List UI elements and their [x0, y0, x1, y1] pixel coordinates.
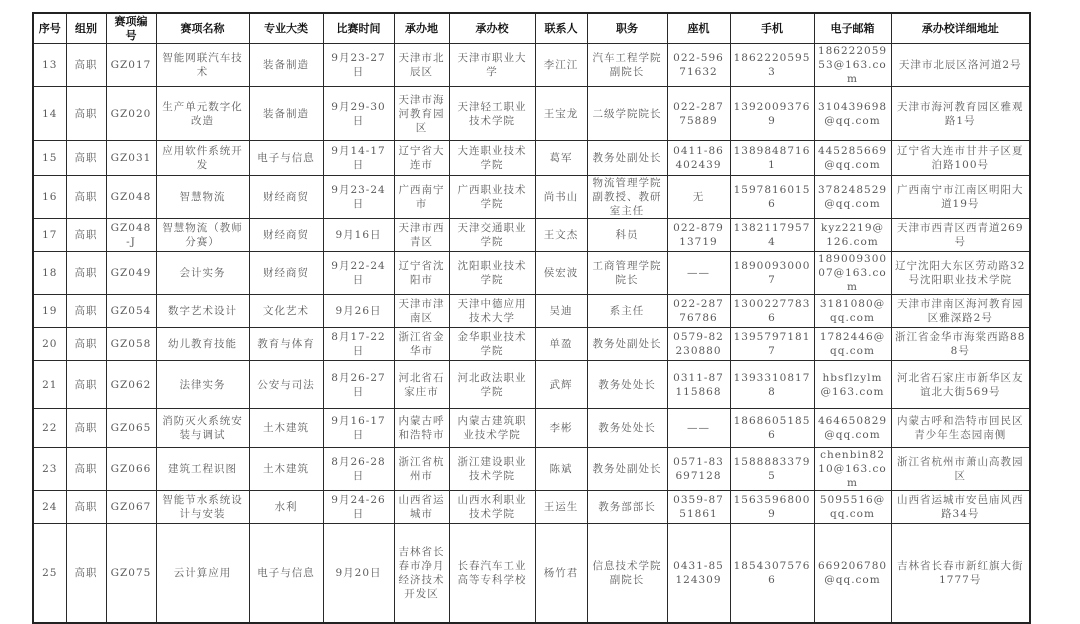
cell-time: 9月26日 [323, 295, 394, 328]
cell-mobile: 13898487161 [730, 141, 814, 176]
cell-no: 25 [33, 524, 66, 623]
cell-title: 工商管理学院院长 [587, 252, 667, 295]
table-row [33, 448, 1030, 491]
cell-code: GZ054 [106, 295, 156, 328]
cell-email: 18622205953@163.com [814, 44, 891, 87]
cell-contact: 武辉 [535, 361, 587, 409]
cell-group: 高职 [66, 219, 106, 252]
header-cell: 职务 [587, 13, 667, 44]
cell-landline: 022-59671632 [667, 44, 730, 87]
cell-mobile: 18686051856 [730, 409, 814, 448]
cell-category: 财经商贸 [249, 219, 323, 252]
cell-category: 电子与信息 [249, 141, 323, 176]
cell-category: 水利 [249, 491, 323, 524]
cell-school: 长春汽车工业高等专科学校 [449, 524, 535, 623]
cell-contact: 陈斌 [535, 448, 587, 491]
cell-place: 辽宁省沈阳市 [394, 252, 449, 295]
cell-address: 天津市津南区海河教育园区雅深路2号 [891, 295, 1030, 328]
cell-name: 智能网联汽车技术 [156, 44, 249, 87]
cell-email: hbsflzylm@163.com [814, 361, 891, 409]
cell-address: 浙江省金华市海棠西路888号 [891, 328, 1030, 361]
cell-mobile: 15888833795 [730, 448, 814, 491]
cell-place: 天津市海河教育园区 [394, 87, 449, 141]
cell-address: 山西省运城市安邑庙风西路34号 [891, 491, 1030, 524]
cell-email: 445285669@qq.com [814, 141, 891, 176]
cell-title: 教务处处长 [587, 409, 667, 448]
cell-no: 23 [33, 448, 66, 491]
cell-school: 沈阳职业技术学院 [449, 252, 535, 295]
header-row [33, 13, 1030, 44]
cell-code: GZ049 [106, 252, 156, 295]
cell-no: 15 [33, 141, 66, 176]
cell-category: 财经商贸 [249, 252, 323, 295]
cell-contact: 王宝龙 [535, 87, 587, 141]
cell-address: 天津市西青区西青道269号 [891, 219, 1030, 252]
cell-category: 公安与司法 [249, 361, 323, 409]
cell-school: 天津市职业大学 [449, 44, 535, 87]
cell-title: 物流管理学院副教授、教研室主任 [587, 176, 667, 219]
cell-place: 辽宁省大连市 [394, 141, 449, 176]
cell-contact: 李彬 [535, 409, 587, 448]
cell-mobile: 13957971817 [730, 328, 814, 361]
cell-contact: 尚书山 [535, 176, 587, 219]
cell-name: 智慧物流 [156, 176, 249, 219]
cell-mobile: 15635968009 [730, 491, 814, 524]
cell-address: 天津市海河教育园区雅观路1号 [891, 87, 1030, 141]
cell-no: 16 [33, 176, 66, 219]
cell-mobile: 18622205953 [730, 44, 814, 87]
cell-group: 高职 [66, 448, 106, 491]
cell-time: 9月23-27日 [323, 44, 394, 87]
cell-group: 高职 [66, 44, 106, 87]
cell-title: 科员 [587, 219, 667, 252]
table-row [33, 328, 1030, 361]
cell-title: 教务处副处长 [587, 448, 667, 491]
cell-mobile: 13821179574 [730, 219, 814, 252]
cell-school: 天津中德应用技术大学 [449, 295, 535, 328]
cell-school: 天津交通职业学院 [449, 219, 535, 252]
cell-name: 生产单元数字化改造 [156, 87, 249, 141]
header-cell: 联系人 [535, 13, 587, 44]
cell-address: 天津市北辰区洛河道2号 [891, 44, 1030, 87]
cell-address: 吉林省长春市新红旗大街1777号 [891, 524, 1030, 623]
cell-time: 9月29-30日 [323, 87, 394, 141]
cell-time: 9月16-17日 [323, 409, 394, 448]
cell-name: 消防灭火系统安装与调试 [156, 409, 249, 448]
cell-name: 会计实务 [156, 252, 249, 295]
cell-place: 山西省运城市 [394, 491, 449, 524]
cell-code: GZ058 [106, 328, 156, 361]
cell-group: 高职 [66, 252, 106, 295]
cell-time: 9月20日 [323, 524, 394, 623]
cell-address: 内蒙古呼和浩特市回民区青少年生态园南侧 [891, 409, 1030, 448]
cell-code: GZ075 [106, 524, 156, 623]
cell-address: 辽宁沈阳大东区劳动路32号沈阳职业技术学院 [891, 252, 1030, 295]
cell-time: 8月17-22日 [323, 328, 394, 361]
cell-no: 22 [33, 409, 66, 448]
cell-landline: 无 [667, 176, 730, 219]
cell-time: 9月22-24日 [323, 252, 394, 295]
cell-no: 18 [33, 252, 66, 295]
header-cell: 专业大类 [249, 13, 323, 44]
table-row [33, 219, 1030, 252]
cell-name: 应用软件系统开发 [156, 141, 249, 176]
cell-title: 二级学院院长 [587, 87, 667, 141]
cell-no: 19 [33, 295, 66, 328]
table-row [33, 252, 1030, 295]
table-row [33, 295, 1030, 328]
cell-mobile: 13920093769 [730, 87, 814, 141]
table-row [33, 87, 1030, 141]
header-cell: 电子邮箱 [814, 13, 891, 44]
table-row [33, 524, 1030, 623]
cell-no: 13 [33, 44, 66, 87]
table-row [33, 491, 1030, 524]
cell-contact: 吴迪 [535, 295, 587, 328]
header-cell: 赛项名称 [156, 13, 249, 44]
cell-no: 20 [33, 328, 66, 361]
cell-place: 内蒙古呼和浩特市 [394, 409, 449, 448]
header-cell: 比赛时间 [323, 13, 394, 44]
cell-place: 天津市北辰区 [394, 44, 449, 87]
cell-landline: —— [667, 252, 730, 295]
table-row [33, 361, 1030, 409]
table-row [33, 176, 1030, 219]
cell-title: 汽车工程学院副院长 [587, 44, 667, 87]
cell-mobile: 15978160156 [730, 176, 814, 219]
header-cell: 手机 [730, 13, 814, 44]
cell-category: 电子与信息 [249, 524, 323, 623]
cell-school: 山西水利职业技术学院 [449, 491, 535, 524]
cell-category: 土木建筑 [249, 448, 323, 491]
cell-email: 18900930007@163.com [814, 252, 891, 295]
cell-landline: 022-87913719 [667, 219, 730, 252]
cell-contact: 杨竹君 [535, 524, 587, 623]
header-cell: 座机 [667, 13, 730, 44]
cell-place: 天津市津南区 [394, 295, 449, 328]
cell-name: 数字艺术设计 [156, 295, 249, 328]
cell-group: 高职 [66, 87, 106, 141]
cell-landline: 0571-83697128 [667, 448, 730, 491]
competition-table [32, 12, 1031, 624]
cell-title: 信息技术学院副院长 [587, 524, 667, 623]
table-row [33, 44, 1030, 87]
header-cell: 承办校详细地址 [891, 13, 1030, 44]
cell-code: GZ065 [106, 409, 156, 448]
cell-place: 吉林省长春市净月经济技术开发区 [394, 524, 449, 623]
cell-contact: 李江江 [535, 44, 587, 87]
cell-email: 464650829@qq.com [814, 409, 891, 448]
cell-title: 教务处副处长 [587, 141, 667, 176]
header-cell: 承办校 [449, 13, 535, 44]
cell-school: 浙江建设职业技术学院 [449, 448, 535, 491]
cell-group: 高职 [66, 328, 106, 361]
cell-name: 智慧物流（教师分赛） [156, 219, 249, 252]
cell-title: 系主任 [587, 295, 667, 328]
table-body [33, 44, 1030, 623]
cell-email: 5095516@qq.com [814, 491, 891, 524]
header-cell: 赛项编号 [106, 13, 156, 44]
cell-address: 浙江省杭州市萧山高教园区 [891, 448, 1030, 491]
cell-landline: 022-28776786 [667, 295, 730, 328]
cell-school: 广西职业技术学院 [449, 176, 535, 219]
cell-time: 8月26-27日 [323, 361, 394, 409]
cell-time: 8月26-28日 [323, 448, 394, 491]
cell-code: GZ020 [106, 87, 156, 141]
cell-place: 浙江省金华市 [394, 328, 449, 361]
cell-landline: 022-28775889 [667, 87, 730, 141]
cell-category: 教育与体育 [249, 328, 323, 361]
cell-category: 装备制造 [249, 44, 323, 87]
cell-time: 9月16日 [323, 219, 394, 252]
cell-title: 教务处处长 [587, 361, 667, 409]
cell-school: 金华职业技术学院 [449, 328, 535, 361]
cell-place: 河北省石家庄市 [394, 361, 449, 409]
cell-name: 云计算应用 [156, 524, 249, 623]
cell-no: 17 [33, 219, 66, 252]
cell-address: 辽宁省大连市甘井子区夏泊路100号 [891, 141, 1030, 176]
cell-code: GZ066 [106, 448, 156, 491]
cell-landline: 0579-82230880 [667, 328, 730, 361]
cell-contact: 王文杰 [535, 219, 587, 252]
cell-code: GZ017 [106, 44, 156, 87]
cell-group: 高职 [66, 409, 106, 448]
cell-name: 建筑工程识图 [156, 448, 249, 491]
cell-no: 14 [33, 87, 66, 141]
cell-mobile: 18543075766 [730, 524, 814, 623]
cell-category: 文化艺术 [249, 295, 323, 328]
cell-no: 21 [33, 361, 66, 409]
cell-group: 高职 [66, 491, 106, 524]
cell-code: GZ062 [106, 361, 156, 409]
cell-address: 河北省石家庄市新华区友谊北大街569号 [891, 361, 1030, 409]
cell-name: 幼儿教育技能 [156, 328, 249, 361]
cell-group: 高职 [66, 361, 106, 409]
cell-school: 内蒙古建筑职业技术学院 [449, 409, 535, 448]
cell-landline: 0311-87115868 [667, 361, 730, 409]
cell-mobile: 13002277836 [730, 295, 814, 328]
cell-email: kyz2219@126.com [814, 219, 891, 252]
cell-group: 高职 [66, 524, 106, 623]
cell-place: 浙江省杭州市 [394, 448, 449, 491]
cell-mobile: 18900930007 [730, 252, 814, 295]
cell-email: 1782446@qq.com [814, 328, 891, 361]
cell-landline: —— [667, 409, 730, 448]
cell-time: 9月14-17日 [323, 141, 394, 176]
cell-contact: 葛军 [535, 141, 587, 176]
cell-no: 24 [33, 491, 66, 524]
cell-name: 法律实务 [156, 361, 249, 409]
cell-email: 3181080@qq.com [814, 295, 891, 328]
cell-title: 教务处副处长 [587, 328, 667, 361]
cell-contact: 侯宏波 [535, 252, 587, 295]
cell-group: 高职 [66, 295, 106, 328]
cell-school: 大连职业技术学院 [449, 141, 535, 176]
cell-school: 河北政法职业学院 [449, 361, 535, 409]
cell-code: GZ031 [106, 141, 156, 176]
cell-landline: 0359-8751861 [667, 491, 730, 524]
cell-title: 教务部部长 [587, 491, 667, 524]
cell-group: 高职 [66, 141, 106, 176]
cell-category: 财经商贸 [249, 176, 323, 219]
cell-code: GZ067 [106, 491, 156, 524]
table-row [33, 409, 1030, 448]
cell-category: 土木建筑 [249, 409, 323, 448]
header-cell: 承办地 [394, 13, 449, 44]
cell-landline: 0411-86402439 [667, 141, 730, 176]
cell-time: 9月24-26日 [323, 491, 394, 524]
cell-code: GZ048 [106, 176, 156, 219]
cell-group: 高职 [66, 176, 106, 219]
cell-name: 智能节水系统设计与安装 [156, 491, 249, 524]
table-row [33, 141, 1030, 176]
header-cell: 组别 [66, 13, 106, 44]
cell-contact: 单盈 [535, 328, 587, 361]
cell-landline: 0431-85124309 [667, 524, 730, 623]
cell-code: GZ048-J [106, 219, 156, 252]
cell-mobile: 13933108178 [730, 361, 814, 409]
cell-place: 天津市西青区 [394, 219, 449, 252]
header-cell: 序号 [33, 13, 66, 44]
cell-email: 378248529@qq.com [814, 176, 891, 219]
cell-category: 装备制造 [249, 87, 323, 141]
cell-contact: 王运生 [535, 491, 587, 524]
cell-email: chenbin8210@163.com [814, 448, 891, 491]
cell-time: 9月23-24日 [323, 176, 394, 219]
cell-address: 广西南宁市江南区明阳大道19号 [891, 176, 1030, 219]
cell-email: 310439698@qq.com [814, 87, 891, 141]
cell-email: 669206780@qq.com [814, 524, 891, 623]
cell-place: 广西南宁市 [394, 176, 449, 219]
cell-school: 天津轻工职业技术学院 [449, 87, 535, 141]
